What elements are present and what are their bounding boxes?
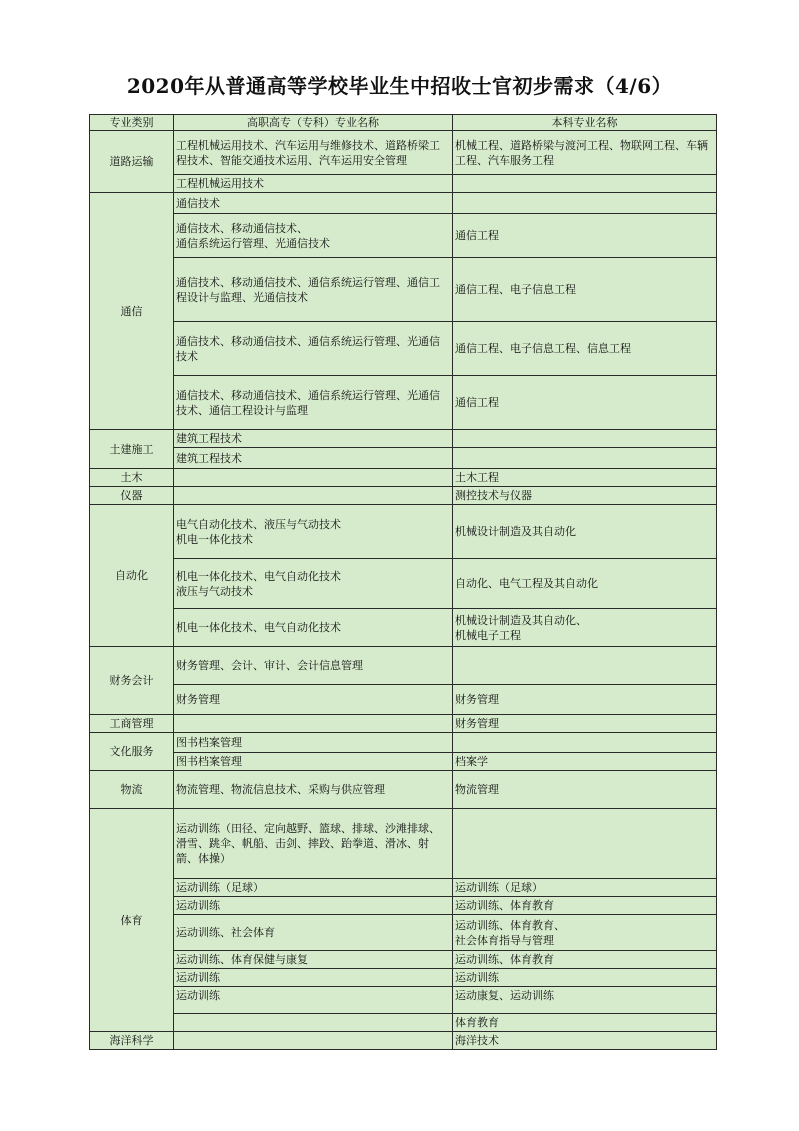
category-cell: 土木 — [90, 469, 174, 487]
table-row — [90, 969, 717, 987]
junior-college-cell: 运动训练（足球） — [174, 879, 453, 897]
category-cell: 文化服务 — [90, 733, 174, 771]
junior-college-cell: 通信技术 — [174, 193, 453, 214]
junior-college-cell: 运动训练、体育保健与康复 — [174, 951, 453, 969]
category-cell: 财务会计 — [90, 647, 174, 715]
table-row — [90, 733, 717, 753]
junior-college-cell: 建筑工程技术 — [174, 448, 453, 469]
undergraduate-cell: 通信工程、电子信息工程 — [453, 258, 717, 322]
junior-college-cell: 运动训练 — [174, 987, 453, 1014]
category-cell: 物流 — [90, 771, 174, 809]
undergraduate-cell: 海洋技术 — [453, 1032, 717, 1050]
junior-college-cell — [174, 1014, 453, 1032]
undergraduate-cell — [453, 809, 717, 879]
junior-college-cell — [174, 487, 453, 505]
undergraduate-cell: 档案学 — [453, 753, 717, 771]
table-row — [90, 376, 717, 430]
table-row — [90, 647, 717, 685]
undergraduate-cell: 财务管理 — [453, 685, 717, 715]
undergraduate-cell: 物流管理 — [453, 771, 717, 809]
junior-college-cell — [174, 1032, 453, 1050]
table-row — [90, 322, 717, 376]
table-row — [90, 609, 717, 647]
table-row — [90, 915, 717, 951]
junior-college-cell: 通信技术、移动通信技术、 通信系统运行管理、光通信技术 — [174, 214, 453, 258]
junior-college-cell: 工程机械运用技术、汽车运用与维修技术、道路桥梁工程技术、智能交通技术运用、汽车运用安全管理 — [174, 131, 453, 175]
undergraduate-cell: 通信工程 — [453, 214, 717, 258]
junior-college-cell: 机电一体化技术、电气自动化技术 液压与气动技术 — [174, 559, 453, 609]
table-row — [90, 448, 717, 469]
table-row — [90, 809, 717, 879]
table-row — [90, 505, 717, 559]
undergraduate-cell — [453, 175, 717, 193]
category-cell: 工商管理 — [90, 715, 174, 733]
table-row — [90, 131, 717, 175]
category-cell: 海洋科学 — [90, 1032, 174, 1050]
undergraduate-cell — [453, 193, 717, 214]
junior-college-cell: 通信技术、移动通信技术、通信系统运行管理、通信工程设计与监理、光通信技术 — [174, 258, 453, 322]
undergraduate-cell — [453, 448, 717, 469]
category-cell: 通信 — [90, 193, 174, 430]
undergraduate-cell: 机械设计制造及其自动化 — [453, 505, 717, 559]
undergraduate-cell: 体育教育 — [453, 1014, 717, 1032]
category-cell: 仪器 — [90, 487, 174, 505]
undergraduate-cell — [453, 733, 717, 753]
junior-college-cell: 运动训练 — [174, 897, 453, 915]
junior-college-cell: 通信技术、移动通信技术、通信系统运行管理、光通信技术 — [174, 322, 453, 376]
table-row — [90, 685, 717, 715]
table-row — [90, 487, 717, 505]
junior-college-cell: 运动训练（田径、定向越野、篮球、排球、沙滩排球、滑雪、跳伞、帆船、击剑、摔跤、跆拳道、滑冰、射箭、体操） — [174, 809, 453, 879]
table-row — [90, 469, 717, 487]
header-undergraduate-major: 本科专业名称 — [453, 115, 717, 131]
table-row — [90, 1032, 717, 1050]
junior-college-cell: 工程机械运用技术 — [174, 175, 453, 193]
undergraduate-cell: 土木工程 — [453, 469, 717, 487]
table-row — [90, 258, 717, 322]
undergraduate-cell: 机械工程、道路桥梁与渡河工程、物联网工程、车辆工程、汽车服务工程 — [453, 131, 717, 175]
page-title: 2020年从普通高等学校毕业生中招收士官初步需求（4/6） — [126, 74, 673, 98]
junior-college-cell: 电气自动化技术、液压与气动技术 机电一体化技术 — [174, 505, 453, 559]
junior-college-cell: 物流管理、物流信息技术、采购与供应管理 — [174, 771, 453, 809]
table-row — [90, 951, 717, 969]
table-header-row — [90, 115, 717, 131]
table-row — [90, 430, 717, 448]
table-row — [90, 193, 717, 214]
junior-college-cell: 通信技术、移动通信技术、通信系统运行管理、光通信技术、通信工程设计与监理 — [174, 376, 453, 430]
undergraduate-cell: 机械设计制造及其自动化、 机械电子工程 — [453, 609, 717, 647]
junior-college-cell: 运动训练、社会体育 — [174, 915, 453, 951]
undergraduate-cell: 运动训练、体育教育 — [453, 951, 717, 969]
category-cell: 自动化 — [90, 505, 174, 647]
junior-college-cell: 图书档案管理 — [174, 733, 453, 753]
undergraduate-cell: 运动训练、体育教育 — [453, 897, 717, 915]
junior-college-cell: 财务管理、会计、审计、会计信息管理 — [174, 647, 453, 685]
table-row — [90, 715, 717, 733]
table-row — [90, 214, 717, 258]
junior-college-cell: 建筑工程技术 — [174, 430, 453, 448]
table-row — [90, 879, 717, 897]
undergraduate-cell: 通信工程、电子信息工程、信息工程 — [453, 322, 717, 376]
undergraduate-cell: 自动化、电气工程及其自动化 — [453, 559, 717, 609]
table-row — [90, 559, 717, 609]
junior-college-cell — [174, 715, 453, 733]
table-row — [90, 1014, 717, 1032]
junior-college-cell: 图书档案管理 — [174, 753, 453, 771]
header-junior-college-major: 高职高专（专科）专业名称 — [174, 115, 453, 131]
undergraduate-cell: 运动训练 — [453, 969, 717, 987]
junior-college-cell: 运动训练 — [174, 969, 453, 987]
category-cell: 道路运输 — [90, 131, 174, 193]
requirements-table — [89, 114, 717, 1050]
table-row — [90, 987, 717, 1014]
undergraduate-cell: 财务管理 — [453, 715, 717, 733]
category-cell: 土建施工 — [90, 430, 174, 469]
junior-college-cell — [174, 469, 453, 487]
undergraduate-cell — [453, 647, 717, 685]
undergraduate-cell: 运动训练（足球） — [453, 879, 717, 897]
undergraduate-cell — [453, 430, 717, 448]
junior-college-cell: 机电一体化技术、电气自动化技术 — [174, 609, 453, 647]
table-row — [90, 753, 717, 771]
junior-college-cell: 财务管理 — [174, 685, 453, 715]
undergraduate-cell: 测控技术与仪器 — [453, 487, 717, 505]
table-row — [90, 175, 717, 193]
undergraduate-cell: 运动训练、体育教育、 社会体育指导与管理 — [453, 915, 717, 951]
table-row — [90, 771, 717, 809]
undergraduate-cell: 通信工程 — [453, 376, 717, 430]
header-category: 专业类别 — [90, 115, 174, 131]
category-cell: 体育 — [90, 809, 174, 1032]
undergraduate-cell: 运动康复、运动训练 — [453, 987, 717, 1014]
table-row — [90, 897, 717, 915]
